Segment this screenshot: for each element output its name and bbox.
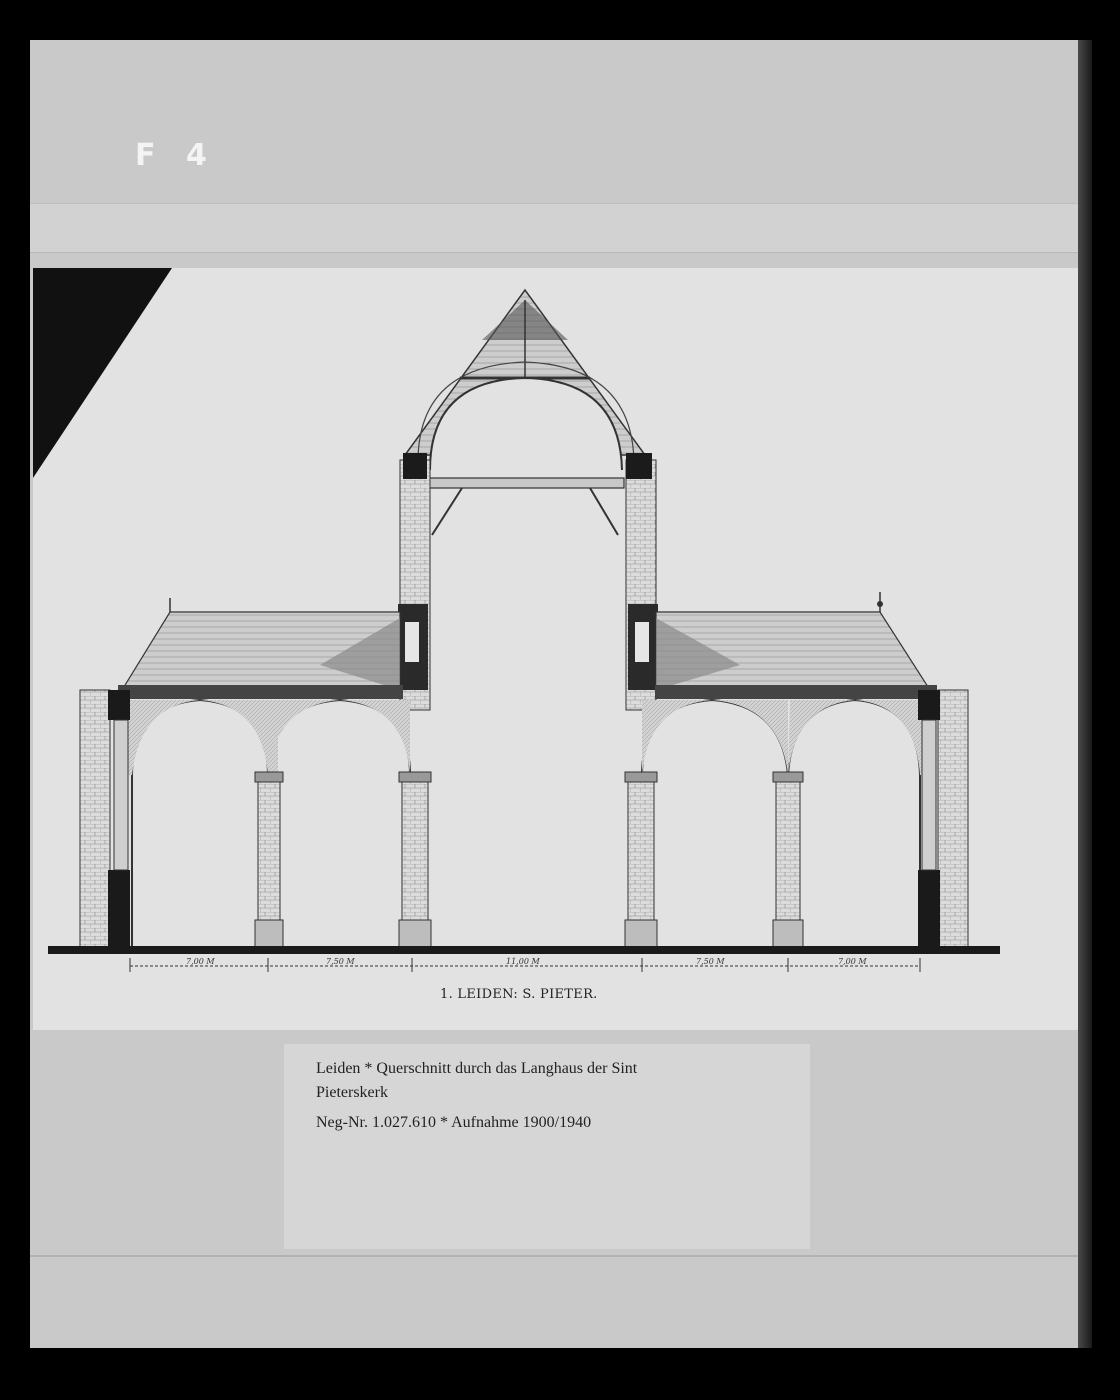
corner-triangle [33,268,172,478]
plate-caption: 1. LEIDEN: S. PIETER. [440,987,598,1002]
archive-label-title-continued: Pieterskerk [316,1084,388,1101]
card-fold-line [30,1255,1078,1257]
dimension-label: 7,00 M [186,957,215,966]
dimension-label: 7,50 M [696,957,725,966]
pillars [255,772,803,948]
outer-wall-left [80,690,110,948]
dimension-label: 7,00 M [838,957,867,966]
dimension-label: 7,50 M [326,957,355,966]
dimension-label: 11,00 M [506,957,540,966]
nave-tie-beam [428,478,624,488]
outer-wall-right [938,690,968,948]
sheet-header-mark: F 4 [135,138,217,173]
ground-line [48,946,1000,954]
archive-label-title: Leiden * Querschnitt durch das Langhaus der Sint [316,1060,638,1077]
archive-label-negative-number: Neg-Nr. 1.027.610 * Aufnahme 1900/1940 [316,1114,592,1131]
